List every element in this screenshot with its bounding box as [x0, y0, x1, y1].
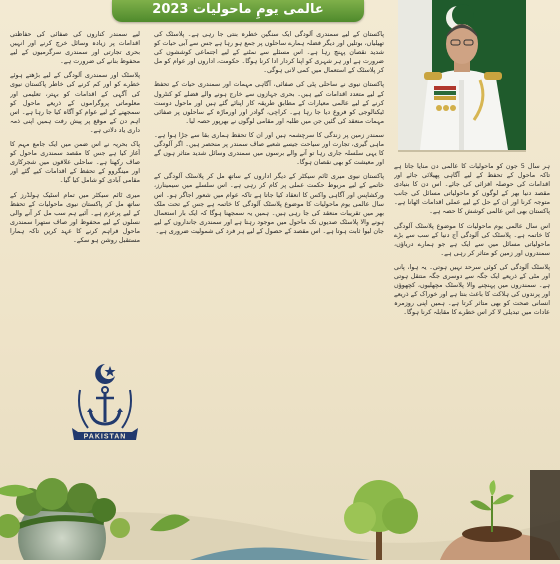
paragraph: پاکستان نیوی نے ساحلی پٹی کی صفائی، آگاہی مہمات اور سمندری حیات کے تحفظ کے لیے متعدد اقدامات کیے ہیں۔ بحری جہازوں سے خارج ہونے والے فضلے کو کنٹرول کرنے کے لیے عالمی معیارات کے مطابق طریقہ کار اپنائے گئے ہیں اور ماحول دوست ٹیکنالوجی کو فروغ دیا جا رہا ہے۔ کراچی، گوادر اور اورماڑہ کے ساحلوں پر صفائی مہمات منعقد کی گئیں جن میں طلبہ اور مقامی لوگوں نے بھرپور حصہ لیا۔: [154, 80, 384, 125]
paragraph: اس سال عالمی یوم ماحولیات کا موضوع پلاسٹک آلودگی کا خاتمہ ہے۔ پلاسٹک کی آلودگی آج دنیا کے سب سے بڑے ماحولیاتی مسائل میں سے ایک ہے جو ہمارے دریاؤں، سمندروں اور زمین کو متاثر کر رہی ہے۔: [394, 221, 550, 257]
page-title: عالمی یومِ ماحولیات 2023: [112, 0, 364, 22]
paragraph: لیے سمندر کناروں کی صفائی کی حفاظتی اقدامات پر زیادہ وسائل خرچ کرنے اور انہیں بحری تجارتی اور سمندری سرگرمیوں کے لیے محفوظ بنانے کی ضرورت ہے۔: [10, 30, 140, 66]
paragraph: سمندر زمین پر زندگی کا سرچشمہ ہیں اور ان کا تحفظ ہماری بقا سے جڑا ہوا ہے۔ ماہی گیری، تجارت اور سیاحت جیسے شعبے صاف سمندر پر منحصر ہیں۔ اگر آلودگی کا یہی سلسلہ جاری رہا تو آنے والے برسوں میں سمندری وسائل شدید متاثر ہوں گے اور معیشت کو بھی نقصان ہوگا۔: [154, 130, 384, 167]
paragraph: پلاسٹک اور سمندری آلودگی کے لیے بڑھتے ہوئے خطرے کو اور کم کرنے کی خاطر پاکستان نیوی کی آگہی کے اقدامات کو بہتر، تعلیمی اور معلوماتی پروگراموں کے ذریعے ماحول کو سمجھنے کے لیے عوام کو آگاہ کیا جا رہا ہے۔ اس اہم دن کے موقع پر پیش رفت ہمیں اپنی ذمہ داری یاد دلاتی ہے۔: [10, 71, 140, 134]
article-column-middle: [154, 30, 384, 510]
pakistan-navy-emblem: [70, 362, 140, 448]
paragraph: پاک بحریہ نے اس ضمن میں ایک جامع مہم کا آغاز کیا ہے جس کا مقصد سمندری ماحول کو صاف رکھنا ہے۔ ساحلی علاقوں میں شجرکاری اور مینگروو کے تحفظ کے اقدامات کیے گئے اور مقامی آبادی کو شامل کیا گیا۔: [10, 140, 140, 185]
article-column-left: [10, 30, 140, 352]
paragraph: پلاسٹک آلودگی کی کوئی سرحد نہیں ہوتی۔ یہ ہوا، پانی اور مٹی کے ذریعے ایک جگہ سے دوسری جگہ منتقل ہوتی ہے۔ سمندروں میں پہنچنے والا پلاسٹک مچھلیوں، کچھوؤں اور پرندوں کی ہلاکت کا باعث بنتا ہے اور خوراک کے ذریعے انسانی صحت کو بھی متاثر کرتا ہے۔ ہمیں اپنی روزمرہ عادات میں تبدیلی لا کر اس خطرے کا مقابلہ کرنا ہوگا۔: [394, 262, 550, 317]
article-column-right: [394, 162, 550, 502]
paragraph: پاکستان نیوی میری ٹائم سیکٹر کے دیگر اداروں کے ساتھ مل کر پلاسٹک آلودگی کے خاتمے کے لیے مربوط حکمت عملی پر کام کر رہی ہے۔ اس سلسلے میں سیمینارز، ورکشاپس اور آگاہی واکس کا انعقاد کیا جاتا ہے تاکہ عوام میں شعور اجاگر ہو۔ اس سال عالمی یوم ماحولیات کا موضوع پلاسٹک آلودگی کا خاتمہ ہے جس کے تحت ملک بھر میں تقریبات منعقد کی جا رہی ہیں۔ ہمیں یہ سمجھنا ہوگا کہ ایک بار استعمال ہونے والا پلاسٹک صدیوں تک ماحول میں موجود رہتا ہے اور سمندری جانداروں کے لیے جان لیوا ثابت ہوتا ہے۔ اس مقصد کے حصول کے لیے ہر فرد کی شمولیت ضروری ہے۔: [154, 172, 384, 235]
emblem-ribbon-text: PAKISTAN: [83, 433, 127, 441]
paragraph: پاکستان کے لیے سمندری آلودگی ایک سنگین خطرہ بنتی جا رہی ہے۔ پلاسٹک کی تھیلیاں، بوتلیں اور دیگر فضلہ ہمارے ساحلوں پر جمع ہو رہا ہے جس سے آبی حیات کو شدید نقصان پہنچ رہا ہے۔ اس مسئلے سے نمٹنے کے لیے اجتماعی کوششوں کی ضرورت ہے اور ہر شہری کو اپنا کردار ادا کرنا ہوگا۔ حکومت، اداروں اور عوام کو مل کر پلاسٹک کے استعمال میں کمی لانی ہوگی۔: [154, 30, 384, 75]
officer-portrait: [398, 0, 526, 152]
paragraph: ہر سال 5 جون کو ماحولیات کا عالمی دن منایا جاتا ہے تاکہ ماحول کے تحفظ کے لیے آگاہی پھیلائی جائے اور اقدامات کی حوصلہ افزائی کی جائے۔ اس دن کا بنیادی مقصد دنیا بھر کے لوگوں کو ماحولیاتی مسائل کی جانب متوجہ کرنا اور ان کے حل کے لیے عملی اقدامات اٹھانا ہے۔ پاکستان بھی اس عالمی کوشش کا حصہ ہے۔: [394, 162, 550, 216]
paragraph: میری ٹائم سیکٹر میں تمام اسٹیک ہولڈرز کے ساتھ مل کر پاکستان نیوی ماحولیات کے تحفظ کے لیے پرعزم ہے۔ آئیے ہم سب مل کر آنے والی نسلوں کے لیے محفوظ اور صاف ستھرا سمندری ماحول فراہم کرنے کا عہد کریں تاکہ ہمارا مستقبل روشن ہو سکے۔: [10, 190, 140, 244]
